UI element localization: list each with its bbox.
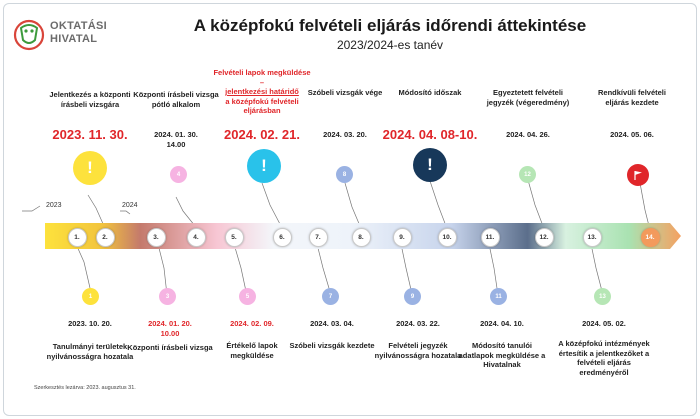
timeline-node-12: 12. [535,228,554,247]
year-label-2023: 2023 [46,202,62,209]
timeline-node-9: 9. [393,228,412,247]
bottom-event-2-label: Központi írásbeli vizsga [127,343,213,352]
bottom-event-7-label: A középfokú intézmények értesítik a jelentkezőket a felvételi eljárás eredményéről [558,339,650,377]
timeline-node-7: 7. [309,228,328,247]
bottom-event-7-date: 2024. 05. 02. [582,319,626,328]
timeline-node-4: 4. [187,228,206,247]
warning-exclamation-icon: ! [73,151,107,185]
bottom-event-1-date: 2023. 10. 20. [68,319,112,328]
top-event-7-label: Rendkívüli felvételi eljárás kezdete [598,88,666,107]
bottom-event-3-label: Értékelő lapok megküldése [226,341,278,360]
year-label-2024: 2024 [122,202,138,209]
timeline-node-13: 13. [583,228,602,247]
logo-line2: HIVATAL [50,33,98,45]
bottom-event-4-date: 2024. 03. 04. [310,319,354,328]
top-event-3-date: 2024. 02. 21. [224,127,300,142]
bottom-event-1-marker: 1 [82,288,99,305]
bottom-event-1-label: Tanulmányi területek nyilvánosságra hozatala [46,342,134,361]
top-event-3-label-line1: Felvételi lapok megküldése – [213,68,311,87]
bottom-event-5-marker: 9 [404,288,421,305]
top-event-3-label-line3: a középfokú felvételi eljárásban [225,96,299,115]
bottom-event-5-date: 2024. 03. 22. [396,319,440,328]
page-title: A középfokú felvételi eljárás időrendi áttekintése [193,16,587,35]
timeline-node-6: 6. [273,228,292,247]
bottom-event-3-marker: 5 [239,288,256,305]
top-event-6-label: Egyeztetett felvételi jegyzék (végeredmény) [486,88,570,107]
bottom-event-4-label: Szóbeli vizsgák kezdete [289,341,375,350]
top-event-6-marker: 12 [519,166,536,183]
page-subtitle: 2023/2024-es tanév [336,38,444,52]
flag-icon [627,164,649,186]
info-exclamation-icon: ! [247,149,281,183]
timeline-node-3: 3. [147,228,166,247]
timeline-node-5: 5. [225,228,244,247]
top-event-1-label: Jelentkezés a központi írásbeli vizsgára [49,90,131,109]
bottom-event-2-marker: 3 [159,288,176,305]
timeline-node-2: 2. [96,228,115,247]
top-event-4-marker: 8 [336,166,353,183]
timeline-node-8: 8. [352,228,371,247]
top-event-1-date: 2023. 11. 30. [52,127,128,142]
top-event-2-marker: 4 [170,166,187,183]
bottom-event-2-date: 2024. 01. 20. 10.00 [148,319,192,338]
top-event-4-date: 2024. 03. 20. [323,130,367,139]
timeline-node-11: 11. [481,228,500,247]
bottom-event-6-label: Módosító tanulói adatlapok megküldése a Hivatalnak [458,341,546,369]
top-event-5-label: Módosító időszak [398,88,462,97]
top-event-7-date: 2024. 05. 06. [610,130,654,139]
timeline-node-10: 10. [438,228,457,247]
top-event-5-date: 2024. 04. 08-10. [382,127,478,142]
top-event-2-label: Központi írásbeli vizsga pótló alkalom [133,90,219,109]
bottom-event-5-label: Felvételi jegyzék nyilvánosságra hozatala [374,341,462,360]
top-event-6-date: 2024. 04. 26. [506,130,550,139]
top-event-2-date: 2024. 01. 30. 14.00 [154,130,198,149]
bottom-event-4-marker: 7 [322,288,339,305]
top-event-3-label [212,68,312,116]
bottom-event-6-marker: 11 [490,288,507,305]
footer-note: Szerkesztés lezárva: 2023. augusztus 31. [34,385,136,391]
bottom-event-6-date: 2024. 04. 10. [480,319,524,328]
timeline-node-14: 14. [641,228,660,247]
bottom-event-3-date: 2024. 02. 09. [230,319,274,328]
top-event-4-label: Szóbeli vizsgák vége [307,88,383,97]
alert-exclamation-icon: ! [413,148,447,182]
timeline-node-1: 1. [68,228,87,247]
logo-line1: OKTATÁSI [50,20,107,32]
top-event-3-label-line2: jelentkezési határidő [225,87,299,96]
bottom-event-7-marker: 13 [594,288,611,305]
